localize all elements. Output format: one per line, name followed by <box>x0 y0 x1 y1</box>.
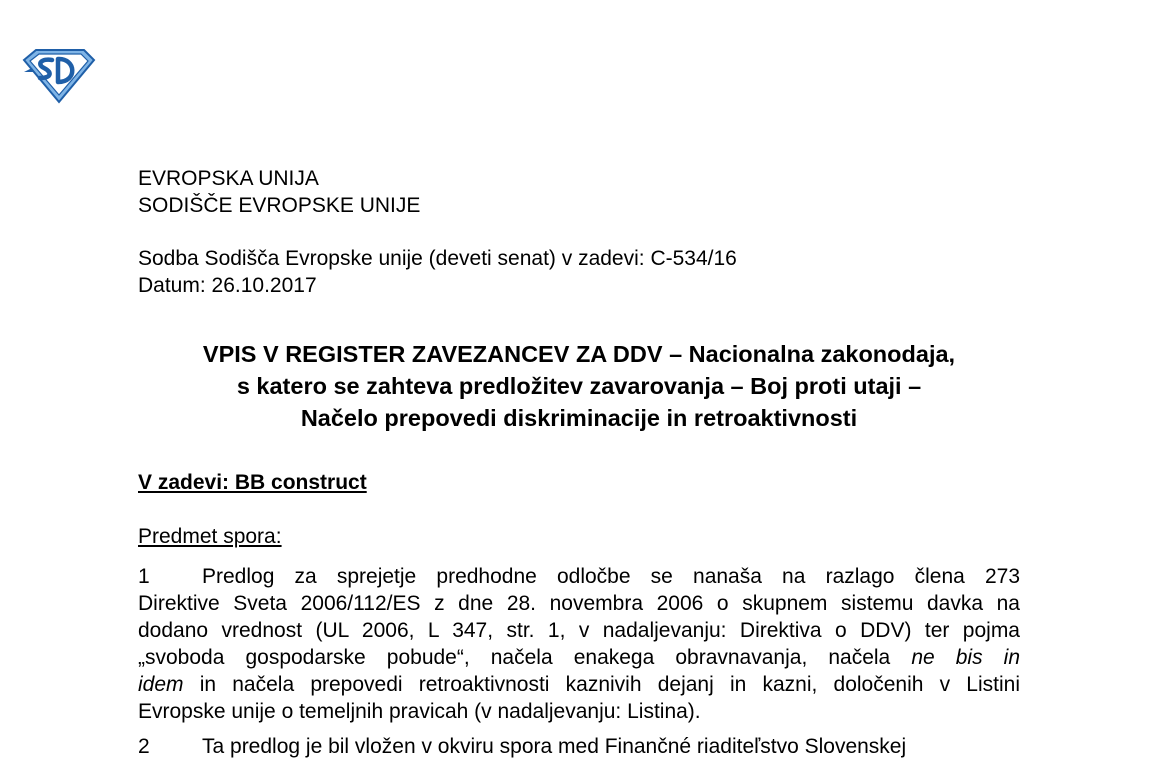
paragraph-2 <box>138 733 1020 760</box>
paragraph-text: Predlog za sprejetje predhodne odločbe se nanaša na razlago člena 273 <box>202 565 1020 588</box>
court-union-name: EVROPSKA UNIJA <box>138 167 319 190</box>
title-line-1: VPIS V REGISTER ZAVEZANCEV ZA DDV – Nacionalna zakonodaja, <box>202 341 956 367</box>
paragraph-line <box>138 644 1020 671</box>
paragraph-1 <box>138 563 1020 725</box>
paragraph-line: Evropske unije o temeljnih pravicah (v nadaljevanju: Listina). <box>138 700 701 723</box>
paragraph-number: 2 <box>138 735 150 758</box>
court-name: SODIŠČE EVROPSKE UNIJE <box>138 194 421 217</box>
judgment-date: Datum: 26.10.2017 <box>138 274 317 297</box>
paragraph-line <box>138 563 1020 590</box>
judgment-reference: Sodba Sodišča Evropske unije (deveti senat) v zadevi: C-534/16 <box>138 247 737 270</box>
case-heading: V zadevi: BB construct <box>138 471 367 494</box>
subject-heading: Predmet spora: <box>138 525 282 548</box>
latin-term: ne bis in <box>911 646 1021 669</box>
paragraph-text: Ta predlog je bil vložen v okviru spora med Finančné riaditeľstvo Slovenskej <box>202 735 907 758</box>
paragraph-line <box>138 671 1020 698</box>
paragraph-text: in načela prepovedi retroaktivnosti kaznivih dejanj in kazni, določenih v Listini <box>183 673 1020 696</box>
document-title <box>138 338 1020 434</box>
paragraph-line: dodano vrednost (UL 2006, L 347, str. 1, v nadaljevanju: Direktiva o DDV) ter pojma <box>138 619 1020 642</box>
latin-term: idem <box>138 673 184 696</box>
paragraph-number: 1 <box>138 565 150 588</box>
court-logo-icon <box>22 48 96 104</box>
title-line-3: Načelo prepovedi diskriminacije in retroaktivnosti <box>300 405 858 431</box>
title-line-2: s katero se zahteva predložitev zavarovanja – Boj proti utaji – <box>236 373 922 399</box>
paragraph-line: Direktive Sveta 2006/112/ES z dne 28. novembra 2006 o skupnem sistemu davka na <box>138 592 1020 615</box>
paragraph-text: „svoboda gospodarske pobude“, načela enakega obravnavanja, načela <box>138 646 912 669</box>
